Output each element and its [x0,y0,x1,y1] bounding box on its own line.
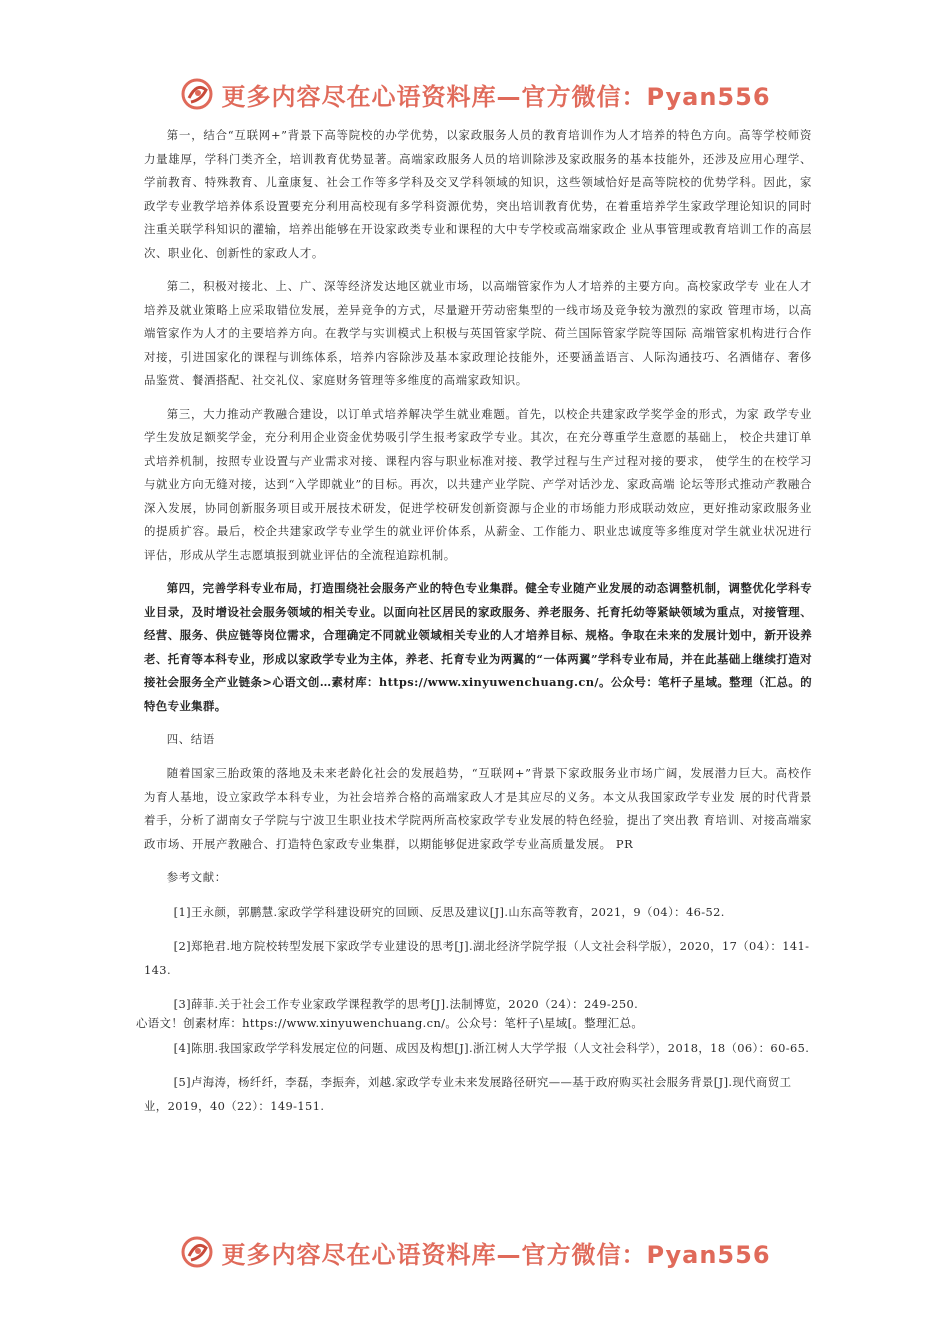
conclusion-paragraph: 随着国家三胎政策的落地及未来老龄化社会的发展趋势，“互联网+”背景下家政服务业市场广阔，发展潜力巨大。高校作为育人基地，设立家政学本科专业，为社会培养合格的高端家政人才是其应尽的义务。本文从我国家政学专业发 展的时代背景着手，分析了湖南女子学院与宁波卫生职业技术学院两所高校家政学专业发展的特色经验，提出了突出教 育培训、对接高端家政市场、开展产教融合、打造特色家政专业集群，以期能够促进家政学专业高质量发展。 PR [144,766,812,851]
reference-item-3: [3]薛菲.关于社会工作专业家政学课程教学的思考[J].法制博览，2020（24）：249-250. [173,997,639,1011]
paragraph-fourth: 第四，完善学科专业布局，打造围绕社会服务产业的特色专业集群。健全专业随产业发展的动态调整机制，调整优化学科专业目录，及时增设社会服务领域的相关专业。以面向社区居民的家政服务、养老服务、托育托幼等紧缺领域为重点，对接管理、经营、服务、供应链等岗位需求，合理确定不同就业领域相关专业的人才培养目标、规格。争取在未来的发展计划中，新开设养老、托育等本科专业，形成以家政学专业为主体，养老、托育专业为两翼的“一体两翼”学科专业布局，并在此基础上继续打造对接社会服务全产业链条>心语文创…素材库：https://www.xinyuwenchuang.cn/。公众号：笔杆子星域。整理（汇总。的特色专业集群。 [144,581,812,713]
document-body [136,124,812,1128]
paragraph-first: 第一，结合“互联网+”背景下高等院校的办学优势，以家政服务人员的教育培训作为人才培养的特色方向。高等学校师资力量雄厚，学科门类齐全，培训教育优势显著。高端家政服务人员的培训除涉及家政服务的基本技能外，还涉及应用心理学、学前教育、特殊教育、儿童康复、社会工作等多学科及交叉学科领域的知识，这些领域恰好是高等院校的优势学科。因此，家政学专业教学培养体系设置要充分利用高校现有多学科资源优势，突出培训教育优势，在着重培养学生家政学理论知识的同时注重关联学科知识的灌输，培养出能够在开设家政类专业和课程的大中专学校或高端家政企 业从事管理或教育培训工作的高层次、职业化、创新性的家政人才。 [144,128,812,260]
paragraph-third: 第三，大力推动产教融合建设，以订单式培养解决学生就业难题。首先，以校企共建家政学奖学金的形式，为家 政学专业学生发放足额奖学金，充分利用企业资金优势吸引学生报考家政学专业。其次，在充分尊重学生意愿的基础上， 校企共建订单式培养机制，按照专业设置与产业需求对接、课程内容与职业标准对接、教学过程与生产过程对接的要求， 使学生的在校学习与就业方向无缝对接，达到“入学即就业”的目标。再次，以共建产业学院、产学对话沙龙、家政高端 论坛等形式推动产教融合深入发展，协同创新服务项目或开展技术研发，促进学校研发创新资源与企业的市场能力形成联动效应，更好推动家政服务业的提质扩容。最后，校企共建家政学专业学生的就业评价体系，从薪金、工作能力、职业忠诚度等多维度对学生就业状况进行评估，形成从学生志愿填报到就业评估的全流程追踪机制。 [144,406,812,562]
reference-item-1: [1]王永颜，郭鹏慧.家政学学科建设研究的回顾、反思及建议[J].山东高等教育，2021，9（04）：46-52. [173,905,725,919]
red-swirl-logo-icon [179,1234,215,1270]
paragraph-second: 第二，积极对接北、上、广、深等经济发达地区就业市场，以高端管家作为人才培养的主要方向。高校家政学专 业在人才培养及就业策略上应采取错位发展，差异竞争的方式，尽量避开劳动密集型的一线市场及竞争较为激烈的家政 管理市场，以高端管家作为人才的主要培养方向。在教学与实训模式上积极与英国管家学院、荷兰国际管家学院等国际 高端管家机构进行合作对接，引进国家化的课程与训练体系，培养内容除涉及基本家政理论技能外，还要涵盖语言、人际沟通技巧、名酒储存、奢侈品鉴赏、餐酒搭配、社交礼仪、家庭财务管理等多维度的高端家政知识。 [144,279,812,387]
red-swirl-logo-icon [179,76,215,112]
banner-text: 更多内容尽在心语资料库—官方微信：Pyan556 [221,1240,771,1269]
reference-item-2: [2]郑艳君.地方院校转型发展下家政学专业建设的思考[J].湖北经济学院学报（人文社会科学版），2020，17（04）：141-143. [144,939,810,977]
reference-item-5: [5]卢海涛，杨纤纤，李磊，李振奔，刘越.家政学专业未来发展路径研究——基于政府购买社会服务背景[J].现代商贸工业，2019，40（22）：149-151. [144,1075,792,1113]
section-heading: 四、结语 [166,732,215,746]
watermark-line: 心语文！创素材库：https://www.xinyuwenchuang.cn/。公众号：笔杆子\星域[。整理汇总。 [136,1016,644,1030]
footer-banner [0,1232,950,1272]
references-heading: 参考文献： [166,870,227,884]
header-banner [0,74,950,114]
banner-text: 更多内容尽在心语资料库—官方微信：Pyan556 [221,82,771,111]
reference-item-4: [4]陈朋.我国家政学学科发展定位的问题、成因及构想[J].浙江树人大学学报（人文社会科学），2018，18（06）：60-65. [173,1041,810,1055]
